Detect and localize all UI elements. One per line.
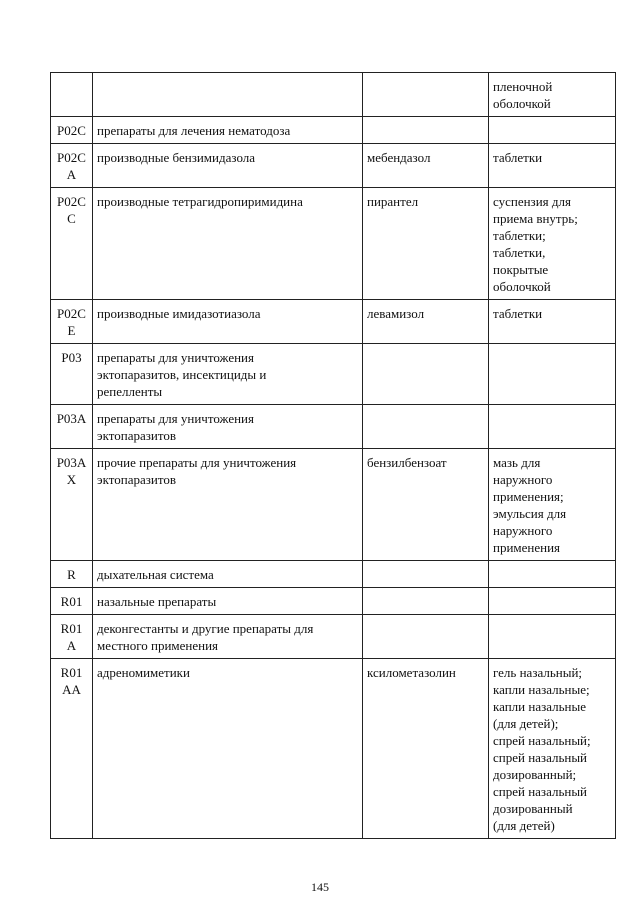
cell-text-line <box>493 620 611 637</box>
table-row <box>51 117 616 144</box>
cell-text-line: (для детей); <box>493 716 559 731</box>
group-name-cell <box>93 188 363 300</box>
cell-text-line: спрей назальный <box>493 750 588 765</box>
group-name-cell <box>93 405 363 449</box>
drug-name-cell <box>363 188 489 300</box>
drug-name-cell <box>363 344 489 405</box>
group-name-cell <box>93 659 363 839</box>
atc-code-cell <box>51 73 93 117</box>
cell-text-line: X <box>66 472 77 487</box>
atc-code-cell <box>51 144 93 188</box>
cell-text-line: R01 <box>60 594 83 609</box>
cell-text-line <box>493 410 611 427</box>
atc-code-cell <box>51 300 93 344</box>
cell-text-line: препараты для лечения нематодоза <box>97 123 291 138</box>
table-row <box>51 449 616 561</box>
table-row <box>51 188 616 300</box>
cell-text-line: производные бензимидазола <box>97 150 256 165</box>
dosage-form-cell <box>489 588 616 615</box>
group-name-cell <box>93 300 363 344</box>
cell-text-line: P03A <box>56 455 87 470</box>
drug-name-cell <box>363 615 489 659</box>
dosage-form-cell <box>489 561 616 588</box>
cell-text-line <box>493 566 611 583</box>
drug-name-cell <box>363 561 489 588</box>
dosage-form-cell <box>489 73 616 117</box>
cell-text-line: бензилбензоат <box>367 455 447 470</box>
cell-text-line <box>97 78 358 95</box>
cell-text-line: R01 <box>60 665 83 680</box>
cell-text-line: эмульсия для <box>493 506 567 521</box>
cell-text-line: оболочкой <box>493 279 551 294</box>
table-row <box>51 405 616 449</box>
cell-text-line <box>367 620 484 637</box>
cell-text-line <box>367 122 484 139</box>
cell-text-line <box>367 78 484 95</box>
cell-text-line: P02C <box>57 306 86 321</box>
group-name-cell <box>93 449 363 561</box>
dosage-form-cell <box>489 144 616 188</box>
cell-text-line: производные имидазотиазола <box>97 306 261 321</box>
cell-text-line: таблетки; <box>493 228 546 243</box>
cell-text-line: прочие препараты для уничтожения <box>97 455 297 470</box>
cell-text-line: P02C <box>57 150 86 165</box>
cell-text-line: P03 <box>61 350 82 365</box>
group-name-cell <box>93 615 363 659</box>
dosage-form-cell <box>489 615 616 659</box>
table-row <box>51 73 616 117</box>
atc-code-cell <box>51 615 93 659</box>
atc-code-cell <box>51 405 93 449</box>
cell-text-line: ксилометазолин <box>367 665 456 680</box>
cell-text-line: дозированный <box>493 801 573 816</box>
table-row <box>51 300 616 344</box>
cell-text-line <box>367 410 484 427</box>
cell-text-line: A <box>66 638 77 653</box>
drug-name-cell <box>363 449 489 561</box>
cell-text-line: покрытые <box>493 262 549 277</box>
dosage-form-cell <box>489 188 616 300</box>
cell-text-line: оболочкой <box>493 96 551 111</box>
cell-text-line: таблетки, <box>493 245 546 260</box>
drug-table <box>50 72 616 839</box>
cell-text-line: P02C <box>57 123 86 138</box>
dosage-form-cell <box>489 405 616 449</box>
cell-text-line: пленочной <box>493 79 553 94</box>
cell-text-line: адреномиметики <box>97 665 190 680</box>
cell-text-line <box>493 349 611 366</box>
cell-text-line: препараты для уничтожения <box>97 350 254 365</box>
table-row <box>51 659 616 839</box>
drug-name-cell <box>363 659 489 839</box>
atc-code-cell <box>51 117 93 144</box>
atc-code-cell <box>51 449 93 561</box>
cell-text-line: применения; <box>493 489 564 504</box>
cell-text-line <box>493 122 611 139</box>
cell-text-line: R01 <box>60 621 83 636</box>
cell-text-line: суспензия для <box>493 194 571 209</box>
cell-text-line: мазь для <box>493 455 541 470</box>
atc-code-cell <box>51 344 93 405</box>
atc-code-cell <box>51 561 93 588</box>
drug-name-cell <box>363 405 489 449</box>
cell-text-line: приема внутрь; <box>493 211 578 226</box>
cell-text-line: репелленты <box>97 384 163 399</box>
cell-text-line <box>55 78 88 95</box>
table-row <box>51 561 616 588</box>
cell-text-line: R <box>67 567 76 582</box>
cell-text-line: наружного <box>493 523 553 538</box>
dosage-form-cell <box>489 659 616 839</box>
cell-text-line: назальные препараты <box>97 594 217 609</box>
drug-name-cell <box>363 300 489 344</box>
cell-text-line: P02C <box>57 194 86 209</box>
drug-name-cell <box>363 117 489 144</box>
group-name-cell <box>93 117 363 144</box>
cell-text-line: местного применения <box>97 638 219 653</box>
cell-text-line: пирантел <box>367 194 419 209</box>
atc-code-cell <box>51 188 93 300</box>
cell-text-line: левамизол <box>367 306 425 321</box>
cell-text-line <box>367 566 484 583</box>
cell-text-line: AA <box>62 682 81 697</box>
drug-name-cell <box>363 588 489 615</box>
atc-code-cell <box>51 659 93 839</box>
cell-text-line: дыхательная система <box>97 567 214 582</box>
cell-text-line: A <box>66 167 77 182</box>
dosage-form-cell <box>489 344 616 405</box>
table-row <box>51 144 616 188</box>
cell-text-line: дозированный; <box>493 767 577 782</box>
cell-text-line <box>367 593 484 610</box>
drug-name-cell <box>363 73 489 117</box>
cell-text-line: спрей назальный; <box>493 733 591 748</box>
atc-code-cell <box>51 588 93 615</box>
cell-text-line: P03A <box>56 411 87 426</box>
group-name-cell <box>93 144 363 188</box>
dosage-form-cell <box>489 300 616 344</box>
cell-text-line: препараты для уничтожения <box>97 411 254 426</box>
cell-text-line: таблетки <box>493 306 543 321</box>
cell-text-line <box>367 349 484 366</box>
cell-text-line: деконгестанты и другие препараты для <box>97 621 314 636</box>
table-row <box>51 344 616 405</box>
group-name-cell <box>93 344 363 405</box>
dosage-form-cell <box>489 117 616 144</box>
cell-text-line: (для детей) <box>493 818 555 833</box>
table-row <box>51 615 616 659</box>
cell-text-line: гель назальный; <box>493 665 583 680</box>
cell-text-line: эктопаразитов, инсектициды и <box>97 367 267 382</box>
cell-text-line: E <box>67 323 76 338</box>
cell-text-line: наружного <box>493 472 553 487</box>
cell-text-line: капли назальные <box>493 699 586 714</box>
cell-text-line: эктопаразитов <box>97 428 176 443</box>
dosage-form-cell <box>489 449 616 561</box>
cell-text-line: спрей назальный <box>493 784 588 799</box>
cell-text-line: таблетки <box>493 150 543 165</box>
group-name-cell <box>93 73 363 117</box>
cell-text-line: применения <box>493 540 561 555</box>
page-number: 145 <box>311 880 329 894</box>
group-name-cell <box>93 588 363 615</box>
cell-text-line: мебендазол <box>367 150 431 165</box>
cell-text-line: эктопаразитов <box>97 472 176 487</box>
cell-text-line <box>493 593 611 610</box>
cell-text-line: капли назальные; <box>493 682 590 697</box>
drug-table-body <box>51 73 616 839</box>
table-row <box>51 588 616 615</box>
cell-text-line: C <box>67 211 76 226</box>
cell-text-line: производные тетрагидропиримидина <box>97 194 303 209</box>
group-name-cell <box>93 561 363 588</box>
drug-name-cell <box>363 144 489 188</box>
